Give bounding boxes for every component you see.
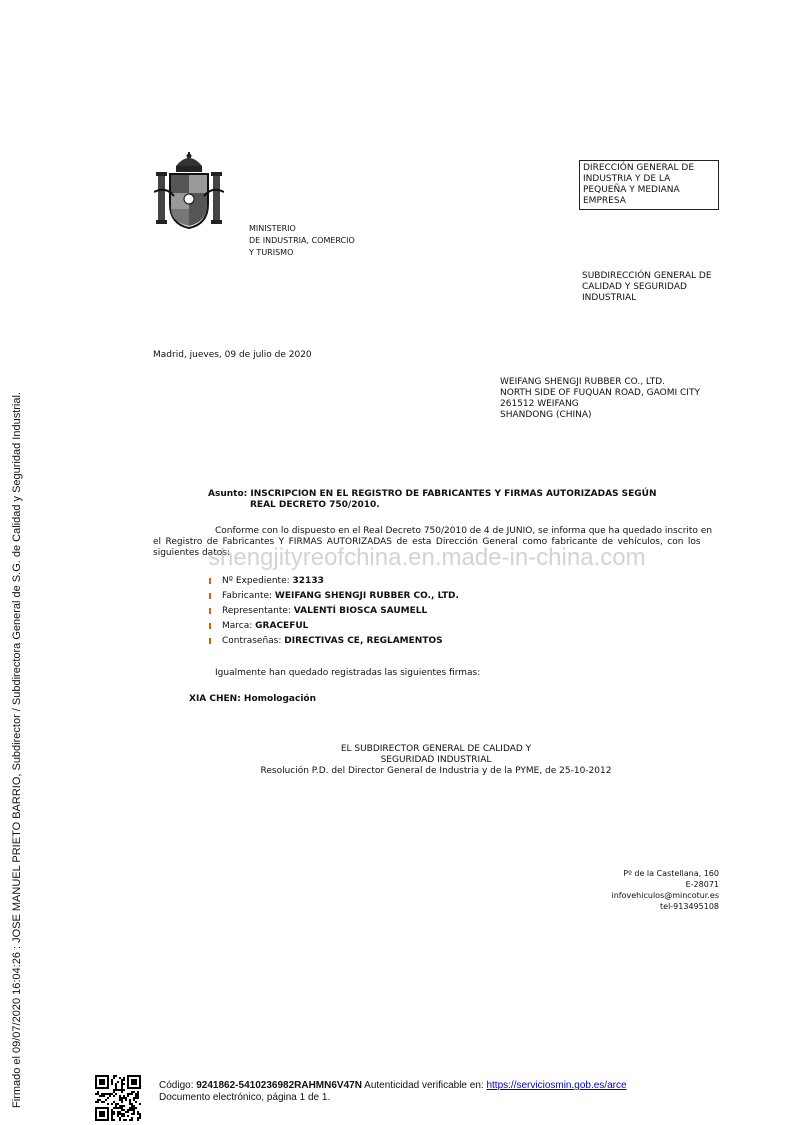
directorate-line: EMPRESA [583,196,626,206]
square-bullet-icon [208,622,214,628]
ministry-line: DE INDUSTRIA, COMERCIO [249,236,355,245]
detail-value: GRACEFUL [255,621,309,631]
recipient-line: NORTH SIDE OF FUQUAN ROAD, GAOMI CITY [500,388,700,398]
body-line: Conforme con lo dispuesto en el Real Decreto 750/2010 de 4 de JUNIO, se informa que ha quedado inscrito en [215,526,713,536]
detail-label: Contraseñas: [222,636,282,646]
subdirectorate-line: INDUSTRIAL [582,293,637,303]
subject [208,489,657,511]
verify-text: Autenticidad verificable en: [364,1080,484,1091]
coat-of-arms-icon [154,152,224,230]
signatures-intro: Igualmente han quedado registradas las siguientes firmas: [215,668,481,678]
details-list [208,576,459,651]
detail-value: VALENTÍ BIOSCA SAUMELL [293,606,428,616]
detail-item [208,591,459,606]
directorate-box [579,160,719,210]
detail-item [208,621,459,636]
ministry-name [249,223,389,259]
signer-block [236,744,636,777]
recipient-line: SHANDONG (CHINA) [500,410,592,420]
subdirectorate-line: SUBDIRECCIÓN GENERAL DE [582,271,712,281]
detail-item [208,606,459,621]
square-bullet-icon [208,637,214,643]
square-bullet-icon [208,607,214,613]
contact-line: E-28071 [685,880,719,889]
page-info: Documento electrónico, página 1 de 1. [159,1092,331,1103]
directorate-line: DIRECCIÓN GENERAL DE [583,163,695,173]
subdirectorate-line: CALIDAD Y SEGURIDAD [582,282,687,292]
detail-label: Representante: [222,606,291,616]
signer-line: EL SUBDIRECTOR GENERAL DE CALIDAD Y [340,744,532,754]
contact-line: tel-913495108 [660,902,719,911]
footer [159,1080,627,1104]
square-bullet-icon [208,592,214,598]
body-line: siguientes datos: [153,548,230,558]
date-line: Madrid, jueves, 09 de julio de 2020 [153,350,312,360]
body-line: el Registro de Fabricantes Y FIRMAS AUTORIZADAS de esta Dirección General como fabricante de vehículos, con los [153,537,701,547]
signature-entry: XIA CHEN: Homologación [189,694,317,704]
detail-value: DIRECTIVAS CE, REGLAMENTOS [284,636,443,646]
detail-value: 32133 [292,576,324,586]
subject-line-2: REAL DECRETO 750/2010. [250,500,380,510]
directorate-line: PEQUEÑA Y MEDIANA [583,185,680,195]
detail-item [208,636,459,651]
recipient-address [500,377,700,421]
contact-line: infovehiculos@mincotur.es [611,891,719,900]
recipient-line: 261512 WEIFANG [500,399,579,409]
watermark: shengjityreofchina.en.made-in-china.com [208,544,646,571]
signer-line: SEGURIDAD INDUSTRIAL [380,755,492,765]
recipient-line: WEIFANG SHENGJI RUBBER CO., LTD. [500,377,665,387]
subdirectorate [582,271,712,304]
code-label: Código: [159,1080,194,1091]
detail-value: WEIFANG SHENGJI RUBBER CO., LTD. [274,591,459,601]
side-signature-text: Firmado el 09/07/2020 16:04:26 : JOSE MANUEL PRIETO BARRIO, Subdirector / Subdirectora General de S.G. de Calidad y Seguridad Industrial. [11,392,23,1108]
verify-link[interactable]: https://serviciosmin.gob.es/arce [486,1080,627,1091]
code-value: 9241862-5410236982RAHMN6V47N [196,1080,362,1091]
directorate-line: INDUSTRIA Y DE LA [583,174,671,184]
subject-line-1: INSCRIPCION EN EL REGISTRO DE FABRICANTES Y FIRMAS AUTORIZADAS SEGÚN [250,489,657,499]
detail-label: Marca: [222,621,253,631]
ministry-line: MINISTERIO [249,224,296,233]
detail-label: Nº Expediente: [222,576,290,586]
subject-label: Asunto: [208,489,248,499]
detail-label: Fabricante: [222,591,273,601]
contact-line: Pº de la Castellana, 160 [623,869,719,878]
signer-line: Resolución P.D. del Director General de Industria y de la PYME, de 25-10-2012 [260,766,612,776]
square-bullet-icon [208,577,214,583]
qr-code-icon [95,1075,141,1121]
contact-block [612,868,719,912]
ministry-line: Y TURISMO [249,248,294,257]
detail-item [208,576,459,591]
